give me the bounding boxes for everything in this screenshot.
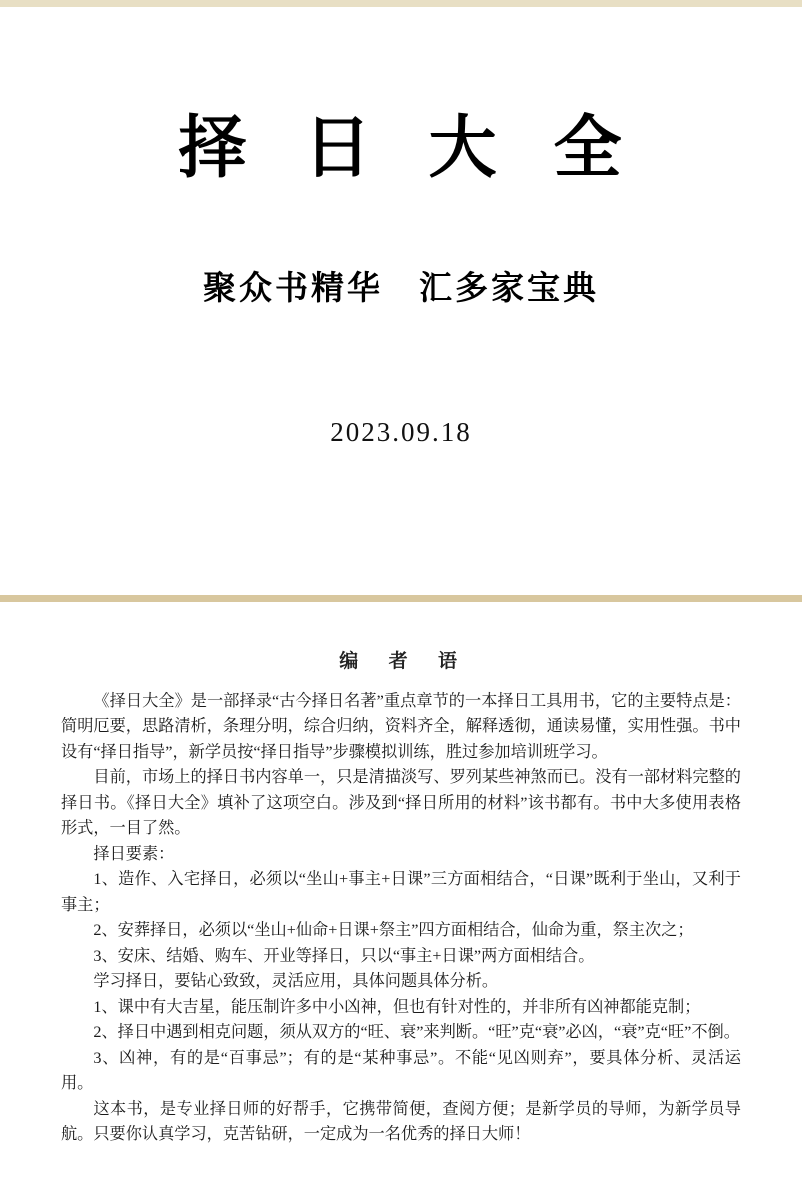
page-separator [0, 595, 802, 602]
paragraph: 目前，市场上的择日书内容单一，只是清描淡写、罗列某些神煞而已。没有一部材料完整的择日书。《择日大全》填补了这项空白。涉及到“择日所用的材料”该书都有。书中大多使用表格形式，一目了然。 [61, 768, 741, 838]
editors-note-heading: 编 者 语 [339, 651, 463, 672]
paragraph: 2、择日中遇到相克问题，须从双方的“旺、衰”来判断。“旺”克“衰”必凶，“衰”克“旺”不倒。 [93, 1023, 740, 1042]
cover-page [0, 7, 802, 595]
editors-note-page [0, 602, 802, 1173]
book-title: 择 日 大 全 [178, 110, 624, 186]
paragraph: 2、安葬择日，必须以“坐山+仙命+日课+祭主”四方面相结合，仙命为重，祭主次之； [93, 921, 694, 940]
book-subtitle: 聚众书精华 汇多家宝典 [203, 271, 599, 307]
cover-date: 2023.09.18 [330, 417, 472, 447]
paragraph: 3、安床、结婚、购车、开业等择日，只以“事主+日课”两方面相结合。 [93, 946, 595, 965]
paragraph: 学习择日，要钻心致致，灵活应用，具体问题具体分析。 [93, 972, 499, 991]
paragraph: 择日要素： [93, 844, 175, 863]
paragraph: 这本书，是专业择日师的好帮手，它携带简便，查阅方便；是新学员的导师，为新学员导航。只要你认真学习，克苦钻研，一定成为一名优秀的择日大师！ [61, 1099, 741, 1144]
editors-note-body [61, 689, 741, 1148]
paragraph: 《择日大全》是一部择录“古今择日名著”重点章节的一本择日工具用书，它的主要特点是：简明厄要，思路清析，条理分明，综合归纳，资料齐全，解释透彻，通读易懂，实用性强。书中设有“择日指导”，新学员按“择日指导”步骤模拟训练，胜过参加培训班学习。 [61, 691, 741, 761]
paragraph: 3、凶神，有的是“百事忌”；有的是“某种事忌”。不能“见凶则弃”，要具体分析、灵活运用。 [61, 1048, 741, 1093]
page-gap-top [0, 0, 802, 7]
paragraph: 1、课中有大吉星，能压制许多中小凶神，但也有针对性的，并非所有凶神都能克制； [93, 997, 701, 1016]
paragraph: 1、造作、入宅择日，必须以“坐山+事主+日课”三方面相结合，“日课”既利于坐山，又利于事主； [61, 870, 741, 914]
